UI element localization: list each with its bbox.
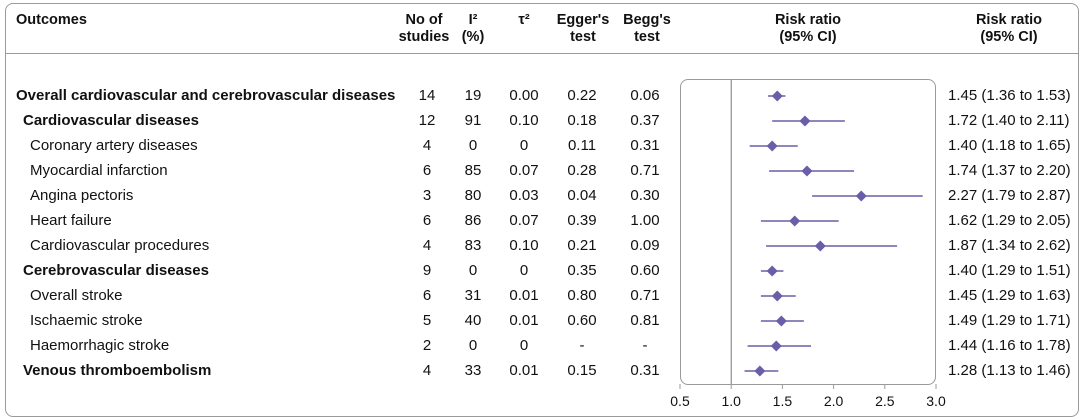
studies-value: 9	[422, 262, 432, 279]
i2-value: 83	[464, 237, 482, 254]
studies-value: 14	[418, 87, 436, 104]
egger-value: 0.28	[567, 162, 597, 179]
egger-value: 0.80	[567, 287, 597, 304]
begg-value: 0.60	[630, 262, 660, 279]
begg-value: 0.71	[630, 162, 660, 179]
header-studies: No of studies	[398, 12, 450, 45]
header-outcomes: Outcomes	[16, 12, 87, 28]
risk-ratio-text: 1.87 (1.34 to 2.62)	[948, 237, 1071, 254]
i2-value: 40	[464, 312, 482, 329]
begg-value: 0.30	[630, 187, 660, 204]
risk-ratio-text: 1.40 (1.18 to 1.65)	[948, 137, 1071, 154]
risk-ratio-text: 1.28 (1.13 to 1.46)	[948, 362, 1071, 379]
risk-ratio-text: 1.40 (1.29 to 1.51)	[948, 262, 1071, 279]
outcome-label: Cerebrovascular diseases	[23, 262, 209, 279]
begg-value: 0.71	[630, 287, 660, 304]
begg-value: 0.31	[630, 137, 660, 154]
outcome-label: Venous thromboembolism	[23, 362, 212, 379]
header-rr-text: Risk ratio (95% CI)	[975, 12, 1043, 45]
begg-value: 0.81	[630, 312, 660, 329]
outcome-label: Haemorrhagic stroke	[30, 337, 170, 354]
tau2-value: 0.01	[509, 362, 539, 379]
outcome-label: Cardiovascular diseases	[23, 112, 199, 129]
begg-value: -	[642, 337, 648, 354]
x-tick-label: 2.5	[875, 393, 895, 409]
i2-value: 33	[464, 362, 482, 379]
i2-value: 86	[464, 212, 482, 229]
tau2-value: 0.10	[509, 237, 539, 254]
studies-value: 6	[422, 287, 432, 304]
header-begg: Begg's test	[623, 12, 671, 45]
header-tau2: τ²	[518, 12, 530, 28]
outcome-label: Heart failure	[30, 212, 112, 229]
outcome-label: Overall cardiovascular and cerebrovascular diseases	[16, 87, 396, 104]
header-i2: I² (%)	[461, 12, 485, 45]
estimate-marker	[767, 141, 778, 152]
x-tick-label: 2.0	[823, 393, 844, 409]
estimate-marker	[772, 291, 783, 302]
header-egger: Egger's test	[556, 12, 610, 45]
begg-value: 0.31	[630, 362, 660, 379]
begg-value: 0.06	[630, 87, 660, 104]
estimate-marker	[789, 216, 800, 227]
tau2-value: 0.03	[509, 187, 539, 204]
risk-ratio-text: 1.45 (1.36 to 1.53)	[948, 87, 1071, 104]
i2-value: 85	[464, 162, 482, 179]
risk-ratio-text: 1.44 (1.16 to 1.78)	[948, 337, 1071, 354]
outcome-label: Overall stroke	[30, 287, 123, 304]
outcome-label: Myocardial infarction	[30, 162, 168, 179]
studies-value: 3	[422, 187, 432, 204]
i2-value: 80	[464, 187, 482, 204]
outcome-label: Cardiovascular procedures	[30, 237, 210, 254]
estimate-marker	[856, 191, 867, 202]
outcome-label: Ischaemic stroke	[30, 312, 143, 329]
studies-value: 4	[422, 137, 432, 154]
estimate-marker	[767, 266, 778, 277]
egger-value: -	[579, 337, 585, 354]
i2-value: 0	[468, 137, 478, 154]
risk-ratio-text: 1.62 (1.29 to 2.05)	[948, 212, 1071, 229]
risk-ratio-text: 1.72 (1.40 to 2.11)	[948, 112, 1070, 129]
outcome-label: Angina pectoris	[30, 187, 134, 204]
studies-value: 2	[422, 337, 432, 354]
i2-value: 19	[464, 87, 482, 104]
tau2-value: 0.01	[509, 312, 539, 329]
estimate-marker	[776, 316, 787, 327]
studies-value: 5	[422, 312, 432, 329]
begg-value: 0.09	[630, 237, 660, 254]
i2-value: 0	[468, 337, 478, 354]
studies-value: 4	[422, 237, 432, 254]
tau2-value: 0.01	[509, 287, 539, 304]
begg-value: 1.00	[630, 212, 660, 229]
risk-ratio-text: 1.49 (1.29 to 1.71)	[948, 312, 1071, 329]
estimate-marker	[772, 91, 783, 102]
tau2-value: 0	[519, 337, 529, 354]
studies-value: 12	[418, 112, 436, 129]
tau2-value: 0.00	[509, 87, 539, 104]
begg-value: 0.37	[630, 112, 660, 129]
egger-value: 0.11	[567, 137, 597, 154]
x-tick-label: 0.5	[670, 393, 690, 409]
estimate-marker	[754, 366, 765, 377]
outcome-label: Coronary artery diseases	[30, 137, 198, 154]
estimate-marker	[815, 241, 826, 252]
egger-value: 0.22	[567, 87, 597, 104]
risk-ratio-text: 1.45 (1.29 to 1.63)	[948, 287, 1071, 304]
i2-value: 91	[464, 112, 482, 129]
egger-value: 0.39	[567, 212, 597, 229]
risk-ratio-text: 2.27 (1.79 to 2.87)	[948, 187, 1071, 204]
egger-value: 0.60	[567, 312, 597, 329]
risk-ratio-text: 1.74 (1.37 to 2.20)	[948, 162, 1071, 179]
tau2-value: 0.07	[509, 212, 539, 229]
egger-value: 0.18	[567, 112, 597, 129]
x-tick-label: 1.5	[772, 393, 793, 409]
studies-value: 6	[422, 212, 432, 229]
studies-value: 4	[422, 362, 432, 379]
egger-value: 0.35	[567, 262, 597, 279]
tau2-value: 0.10	[509, 112, 539, 129]
egger-value: 0.21	[567, 237, 597, 254]
egger-value: 0.15	[567, 362, 597, 379]
x-tick-label: 3.0	[926, 393, 946, 409]
estimate-marker	[771, 341, 782, 352]
header-rr-plot: Risk ratio (95% CI)	[774, 12, 842, 45]
tau2-value: 0	[519, 262, 529, 279]
studies-value: 6	[422, 162, 432, 179]
i2-value: 0	[468, 262, 478, 279]
tau2-value: 0.07	[509, 162, 539, 179]
egger-value: 0.04	[567, 187, 597, 204]
x-tick-label: 1.0	[721, 393, 741, 409]
i2-value: 31	[464, 287, 482, 304]
tau2-value: 0	[519, 137, 529, 154]
estimate-marker	[799, 116, 810, 127]
estimate-marker	[801, 166, 812, 177]
